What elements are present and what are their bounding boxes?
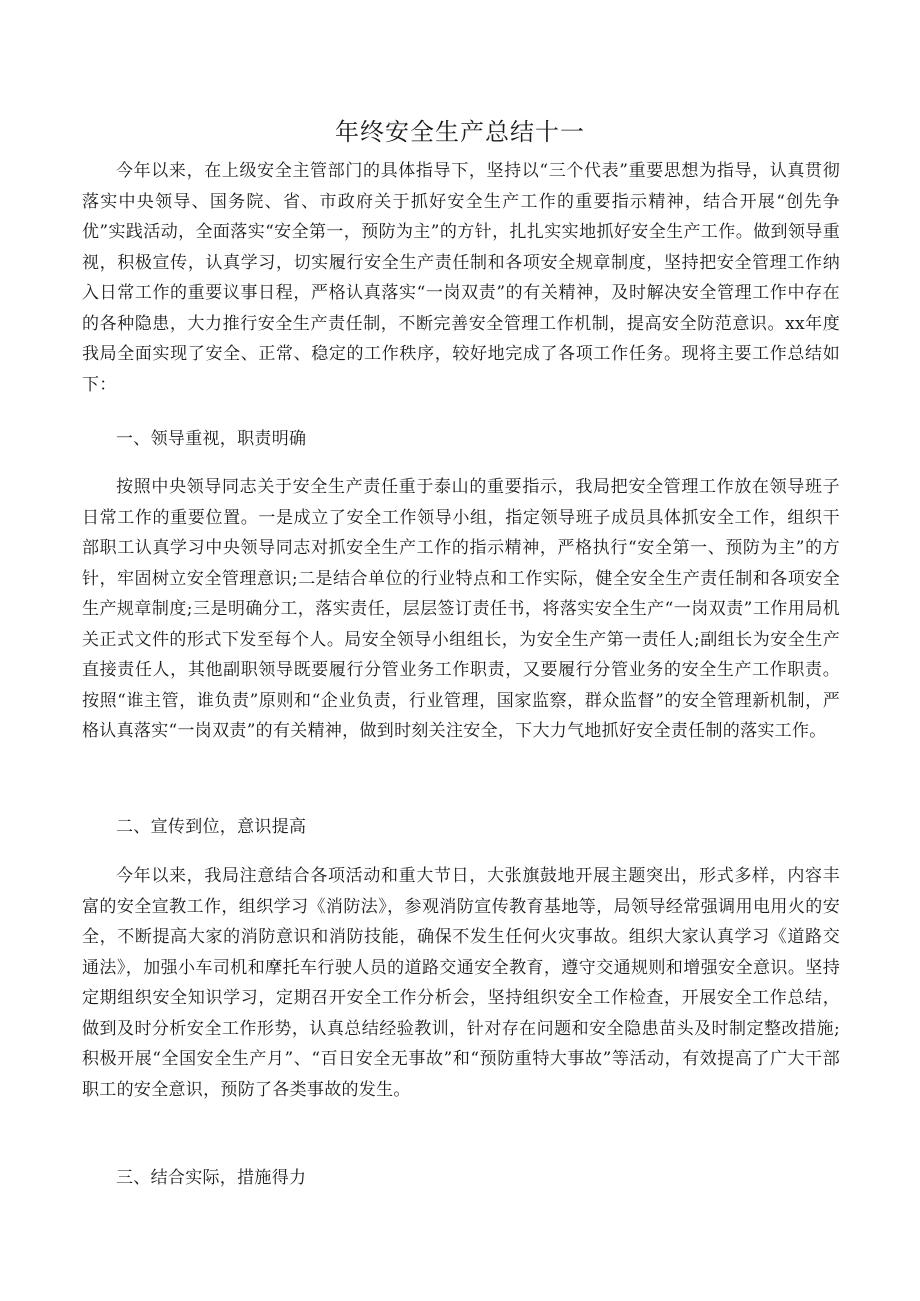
document-title: 年终安全生产总结十一: [335, 118, 585, 146]
intro-paragraph: 今年以来，在上级安全主管部门的具体指导下，坚持以“三个代表”重要思想为指导，认真贯彻落实中央领导、国务院、省、市政府关于抓好安全生产工作的重要指示精神，结合开展“创先争优”实践活动，全面落实“安全第一，预防为主”的方针，扎扎实实地抓好安全生产工作。做到领导重视，积极宣传，认真学习，切实履行安全生产责任制和各项安全规章制度，坚持把安全管理工作纳入日常工作的重要议事日程，严格认真落实“一岗双责”的有关精神，及时解决安全管理工作中存在的各种隐患，大力推行安全生产责任制，不断完善安全管理工作机制，提高安全防范意识。xx年度我局全面实现了安全、正常、稳定的工作秩序，较好地完成了各项工作任务。现将主要工作总结如下：: [82, 161, 840, 395]
section-body-1: 按照中央领导同志关于安全生产责任重于泰山的重要指示，我局把安全管理工作放在领导班子日常工作的重要位置。一是成立了安全工作领导小组，指定领导班子成员具体抓安全工作，组织干部职工认真学习中央领导同志对抓安全生产工作的指示精神，严格执行“安全第一、预防为主”的方针，牢固树立安全管理意识;二是结合单位的行业特点和工作实际，健全安全生产责任制和各项安全生产规章制度;三是明确分工，落实责任，层层签订责任书，将落实安全生产“一岗双责”工作用局机关正式文件的形式下发至每个人。局安全领导小组组长，为安全生产第一责任人;副组长为安全生产直接责任人，其他副职领导既要履行分管业务工作职责，又要履行分管业务的安全生产工作职责。按照“谁主管，谁负责”原则和“企业负责，行业管理，国家监察，群众监督”的安全管理新机制，严格认真落实“一岗双责”的有关精神，做到时刻关注安全，下大力气地抓好安全责任制的落实工作。: [82, 477, 840, 741]
section-heading-2: 二、宣传到位，意识提高: [116, 817, 307, 837]
section-heading-3: 三、结合实际，措施得力: [116, 1168, 307, 1188]
section-body-2: 今年以来，我局注意结合各项活动和重大节日，大张旗鼓地开展主题突出，形式多样，内容丰富的安全宣教工作，组织学习《消防法》，参观消防宣传教育基地等，局领导经常强调用电用火的安全，不断提高大家的消防意识和消防技能，确保不发生任何火灾事故。组织大家认真学习《道路交通法》，加强小车司机和摩托车行驶人员的道路交通安全教育，遵守交通规则和增强安全意识。坚持定期组织安全知识学习，定期召开安全工作分析会，坚持组织安全工作检查，开展安全工作总结，做到及时分析安全工作形势，认真总结经验教训，针对存在问题和安全隐患苗头及时制定整改措施;积极开展“全国安全生产月”、“百日安全无事故”和“预防重特大事故”等活动，有效提高了广大干部职工的安全意识，预防了各类事故的发生。: [82, 866, 840, 1100]
section-heading-1: 一、领导重视，职责明确: [116, 429, 307, 449]
